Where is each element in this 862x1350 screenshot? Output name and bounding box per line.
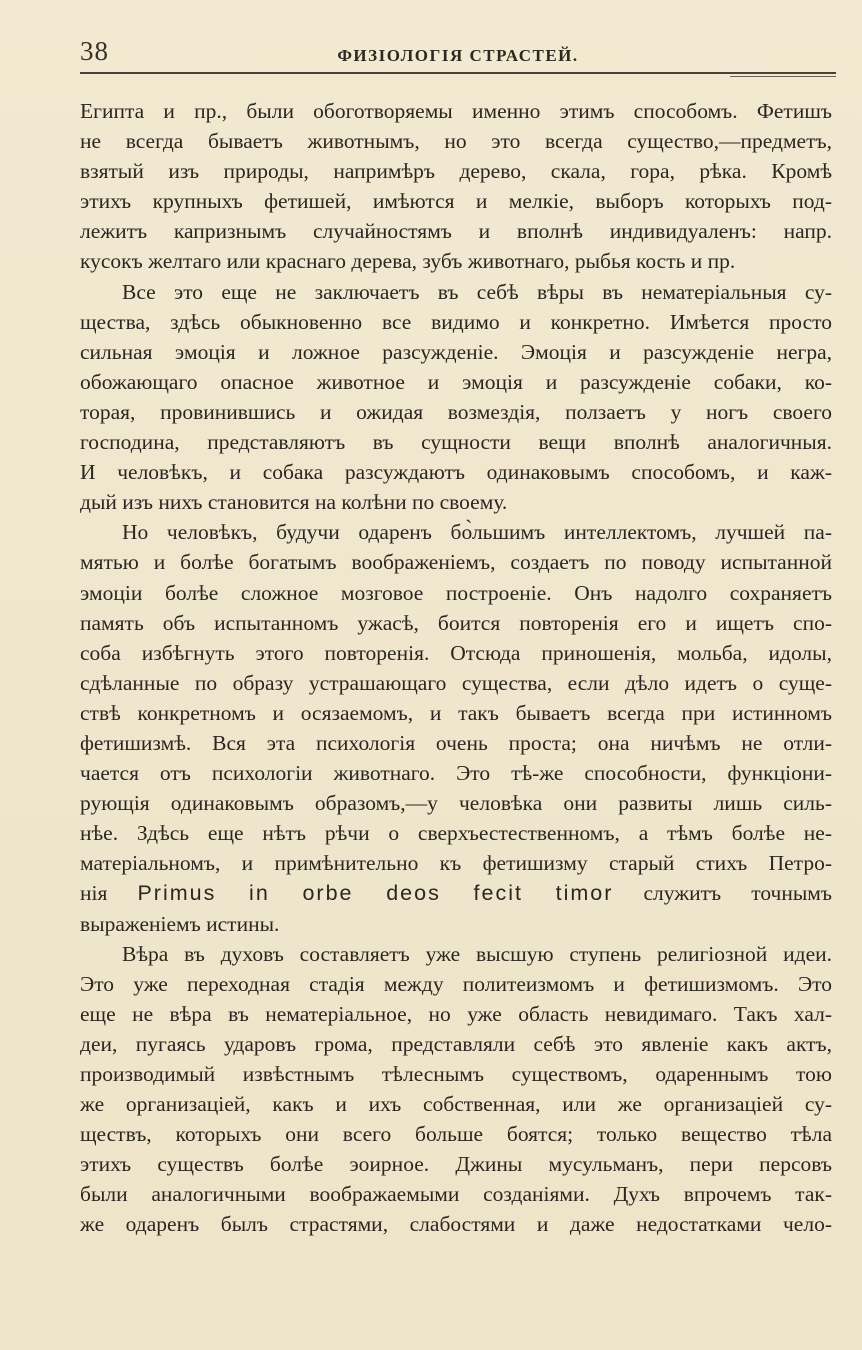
text-line: господина, представляютъ въ сущности вещи вполнѣ аналогичныя. xyxy=(80,430,832,455)
text-line: фетишизмѣ. Вся эта психологія очень проста; она ничѣмъ не отли- xyxy=(80,730,832,755)
quote-lead: нія xyxy=(80,881,108,906)
page-header xyxy=(80,28,836,78)
latin-quote: Primus in orbe deos fecit timor xyxy=(137,881,614,906)
text-line: взятый изъ природы, напримѣръ дерево, скала, гора, рѣка. Кромѣ xyxy=(80,159,832,184)
text-line: ствѣ конкретномъ и осязаемомъ, и такъ бываетъ всегда при истинномъ xyxy=(80,700,832,725)
text-line: мятью и болѣе богатымъ воображеніемъ, создаетъ по поводу испытанной xyxy=(80,550,832,575)
text-line: выраженіемъ истины. xyxy=(80,911,280,936)
text-line: эмоціи болѣе сложное мозговое построеніе. Онъ надолго сохраняетъ xyxy=(80,580,832,605)
quote-tail: служитъ точнымъ xyxy=(643,881,832,906)
paragraph-start-line: Вѣра въ духовъ составляетъ уже высшую ступень религіозной идеи. xyxy=(122,941,832,966)
text-line: ществъ, которыхъ они всего больше боятся; только вещество тѣла xyxy=(80,1122,832,1147)
text-line: чается отъ психологіи животнаго. Это тѣ-же способности, функціони- xyxy=(80,761,832,786)
page-number: 38 xyxy=(80,36,109,66)
text-line: соба избѣгнуть этого повторенія. Отсюда приношенія, мольба, идолы, xyxy=(80,640,832,665)
quote-line xyxy=(80,878,832,908)
paragraph-start-line: Все это еще не заключаетъ въ себѣ вѣры въ нематеріальныя су- xyxy=(122,279,832,304)
text-line: этихъ существъ болѣе эоирное. Джины мусульманъ, пери персовъ xyxy=(80,1152,832,1177)
text-line: И человѣкъ, и собака разсуждаютъ одинаковымъ способомъ, и каж- xyxy=(80,460,832,485)
text-line: кусокъ желтаго или краснаго дерева, зубъ животнаго, рыбья кость и пр. xyxy=(80,249,736,274)
text-line: щества, здѣсь обыкновенно все видимо и конкретно. Имѣется просто xyxy=(80,309,832,334)
body-text xyxy=(80,96,832,1240)
text-line: рующія одинаковымъ образомъ,—у человѣка они развиты лишь силь- xyxy=(80,791,832,816)
header-rule xyxy=(80,72,836,74)
text-line: нѣе. Здѣсь еще нѣтъ рѣчи о сверхъестественномъ, а тѣмъ болѣе не- xyxy=(80,821,832,846)
text-line: производимый извѣстнымъ тѣлеснымъ существомъ, одареннымъ тою xyxy=(80,1062,832,1086)
text-line: же одаренъ былъ страстями, слабостями и даже недостатками чело- xyxy=(80,1212,832,1237)
paragraph-start-line: Но человѣкъ, будучи одаренъ бо̀льшимъ интеллектомъ, лучшей па- xyxy=(122,520,832,545)
text-line: же организаціей, какъ и ихъ собственная, или же организаціей су- xyxy=(80,1092,832,1117)
running-title: ФИЗІОЛОГІЯ СТРАСТЕЙ. xyxy=(337,46,579,65)
text-line: были аналогичными воображаемыми созданіями. Духъ впрочемъ так- xyxy=(80,1182,832,1207)
text-line: торая, провинившись и ожидая возмездія, ползаетъ у ногъ своего xyxy=(80,399,832,424)
text-line: сильная эмоція и ложное разсужденіе. Эмоція и разсужденіе негра, xyxy=(80,339,832,364)
text-line: память объ испытанномъ ужасѣ, боится повторенія его и ищетъ спо- xyxy=(80,610,832,635)
text-line: Это уже переходная стадія между политеизмомъ и фетишизмомъ. Это xyxy=(80,971,832,996)
text-line: еще не вѣра въ нематеріальное, но уже область невидимаго. Такъ хал- xyxy=(80,1001,832,1026)
text-line: Египта и пр., были обоготворяемы именно этимъ способомъ. Фетишъ xyxy=(80,99,832,123)
text-line: обожающаго опасное животное и эмоція и разсужденіе собаки, ко- xyxy=(80,369,832,394)
text-line: не всегда бываетъ животнымъ, но это всегда существо,—предметъ, xyxy=(80,129,832,154)
text-line: деи, пугаясь ударовъ грома, представляли себѣ это явленіе какъ актъ, xyxy=(80,1031,832,1056)
text-line: сдѣланные по образу устрашающаго существа, если дѣло идетъ о суще- xyxy=(80,670,832,695)
text-line: лежитъ капризнымъ случайностямъ и вполнѣ индивидуаленъ: напр. xyxy=(80,219,832,244)
text-line: дый изъ нихъ становится на колѣни по своему. xyxy=(80,490,508,515)
text-line: этихъ крупныхъ фетишей, имѣются и мелкіе, выборъ которыхъ под- xyxy=(80,189,832,214)
header-rule-secondary xyxy=(730,76,836,77)
text-line: матеріальномъ, и примѣнительно къ фетишизму старый стихъ Петро- xyxy=(80,851,832,876)
